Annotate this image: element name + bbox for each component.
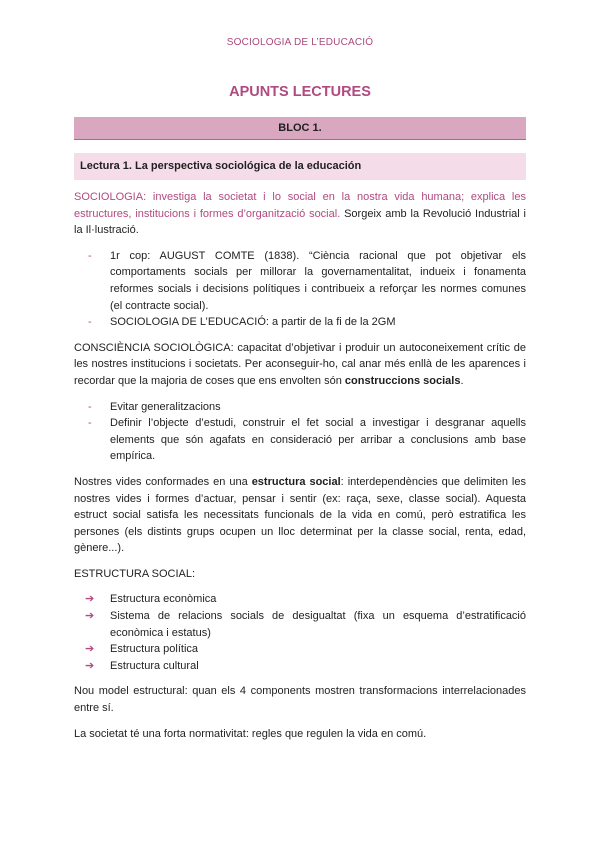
- sociologia-paragraph: [74, 189, 526, 239]
- document-body: [74, 189, 526, 751]
- list-item: ➔ Estructura política: [74, 641, 526, 658]
- bloc-heading: BLOC 1.: [74, 117, 526, 140]
- arrow-bullet-icon: ➔: [85, 593, 95, 606]
- lectura-heading: Lectura 1. La perspectiva sociológica de la educación: [74, 153, 526, 180]
- estructura-heading: ESTRUCTURA SOCIAL:: [74, 567, 196, 580]
- list-item: ➔ Estructura econòmica: [74, 591, 526, 608]
- consciencia-paragraph: CONSCIÈNCIA SOCIOLÒGICA: capacitat d’objetivar i produir un autoconeixement crític de les nostres institucions i societats. Per aconseguir-ho, cal anar més enllà de les aparences i recordar que la majoria de coses que ens envolten són construccions socials.: [74, 341, 526, 387]
- sociologia-term: SOCIOLOGIA: [74, 191, 144, 203]
- arrow-bullet-icon: ➔: [85, 610, 95, 623]
- list-item: - SOCIOLOGIA DE L’EDUCACIÓ: a partir de la fi de la 2GM: [74, 314, 526, 331]
- list-item: ➔ Estructura cultural: [74, 658, 526, 675]
- list-item: ➔ Sistema de relacions socials de desigualtat (fixa un esquema d’estratificació econòmica i estatus): [85, 610, 526, 639]
- normativitat-paragraph: La societat té una forta normativitat: regles que regulen la vida en comú.: [74, 727, 427, 740]
- arrow-bullet-icon: ➔: [85, 643, 95, 656]
- estructura-social-term: estructura social: [251, 475, 341, 488]
- list-item: - Definir l’objecte d’estudi, construir el fet social a investigar i desgranar aquells elements que són agafats en consideració per arribar a conclusions amb base empírica.: [88, 417, 526, 463]
- estructura-list: [74, 591, 526, 674]
- sociologia-list: [74, 248, 526, 331]
- running-header: SOCIOLOGIA DE L’EDUCACIÓ: [226, 37, 374, 48]
- dash-bullet-icon: -: [88, 249, 92, 262]
- list-item: - 1r cop: AUGUST COMTE (1838). “Ciència racional que pot objetivar els comportaments socials per millorar la governamentalitat, indueix i fonamenta reformes socials i decisions polítiques i contribueix a reforçar les normes comunes (el contracte social).: [88, 249, 526, 312]
- document-title: APUNTS LECTURES: [229, 84, 371, 100]
- sociologia-definition: : investiga la societat i lo social en la nostra vida humana; explica les estructures, institucions i formes d’organització social.: [74, 191, 526, 220]
- vides-paragraph: Nostres vides conformades en una estructura social: interdependències que delimiten les nostres vides i formes d’actuar, pensar i sentir (ex: raça, sexe, classe social). Aquesta estruct social satisfa les necessitats funcionals de la vida en comú, però estratifica les persones (els distints grups ocupen un lloc determinat per la classe social, renta, edad, gènere...).: [74, 475, 526, 555]
- consciencia-list: [74, 399, 526, 465]
- dash-bullet-icon: -: [88, 417, 92, 430]
- dash-bullet-icon: -: [88, 400, 92, 413]
- construccions-socials-term: construccions socials: [344, 374, 461, 387]
- sociologia-rest: Sorgeix amb la Revolució Industrial i la Il·lustració.: [74, 207, 526, 237]
- model-paragraph: Nou model estructural: quan els 4 components mostren transformacions interrelacionades entre sí.: [74, 685, 526, 715]
- arrow-bullet-icon: ➔: [85, 659, 95, 672]
- dash-bullet-icon: -: [88, 316, 92, 329]
- list-item: - Evitar generalitzacions: [74, 399, 526, 416]
